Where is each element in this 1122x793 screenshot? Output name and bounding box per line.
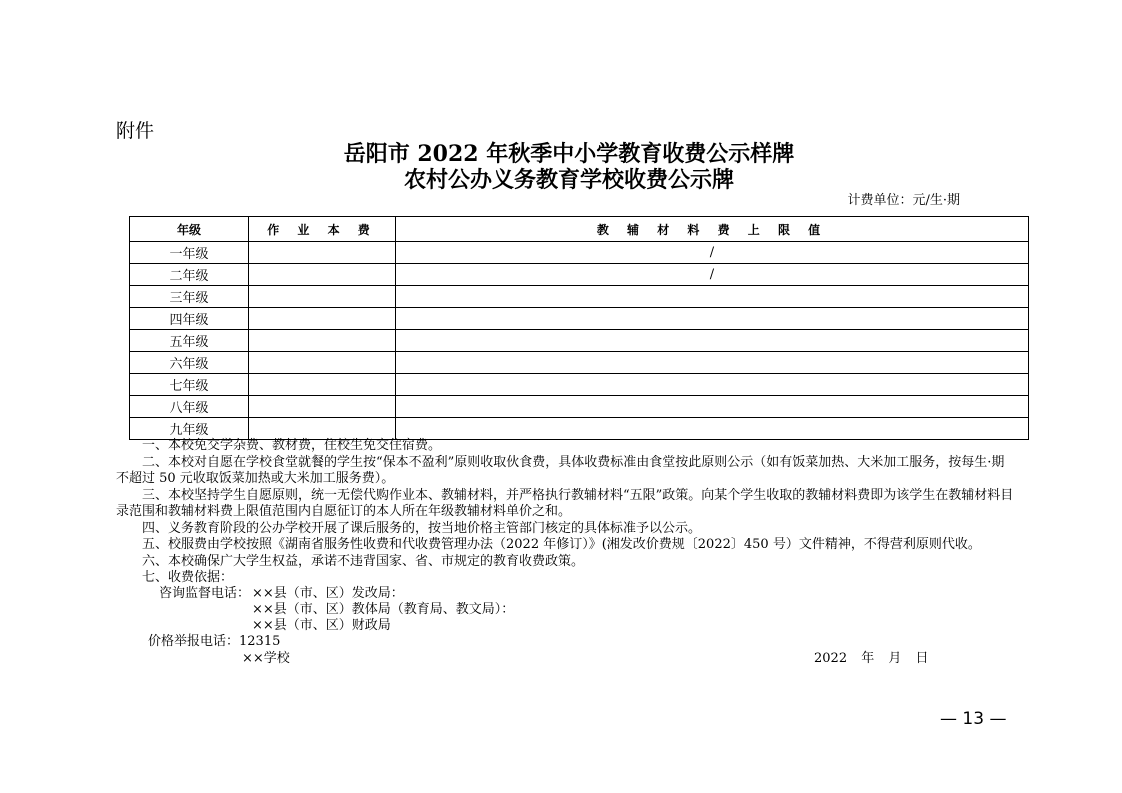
note-item: 六、本校确保广大学生权益，承诺不违背国家、省、市规定的教育收费政策。 bbox=[142, 553, 585, 569]
materials-fee-cell: / bbox=[396, 242, 1029, 264]
billing-unit: 计费单位：元/生·期 bbox=[847, 193, 960, 208]
grade-cell: 九年级 bbox=[130, 418, 249, 440]
fee-table bbox=[129, 216, 1029, 440]
materials-fee-cell bbox=[396, 418, 1029, 440]
note-item: 一、本校免交学杂费、教材费，住校生免交住宿费。 bbox=[142, 438, 442, 453]
materials-fee-cell bbox=[396, 330, 1029, 352]
grade-cell: 一年级 bbox=[130, 242, 249, 264]
materials-fee-cell bbox=[396, 286, 1029, 308]
homework-fee-cell bbox=[249, 330, 396, 352]
note-item: 五、校服费由学校按照《湖南省服务性收费和代收费管理办法（2022 年修订）》(湘发改价费规〔2022〕450 号）文件精神，不得营利原则代收。 bbox=[142, 537, 981, 552]
materials-fee-cell: / bbox=[396, 264, 1029, 286]
grade-cell: 二年级 bbox=[130, 264, 249, 286]
table-row bbox=[130, 242, 1029, 264]
contact-line-3: ××县（市、区）财政局 bbox=[252, 618, 391, 633]
table-row bbox=[130, 396, 1029, 418]
homework-fee-cell bbox=[249, 308, 396, 330]
homework-fee-cell bbox=[249, 352, 396, 374]
grade-cell: 四年级 bbox=[130, 308, 249, 330]
grade-cell: 三年级 bbox=[130, 286, 249, 308]
notes-section bbox=[116, 438, 1016, 587]
note-item: 三、本校坚持学生自愿原则，统一无偿代购作业本、教辅材料，并严格执行教辅材料“五限”政策。向某个学生收取的教辅材料费即为该学生在教辅材料目录范围和教辅材料费上限值范围内自愿征订的本人所在年级教辅材料单价之和。 bbox=[116, 487, 1014, 519]
contact-label: 咨询监督电话： bbox=[159, 586, 251, 601]
table-row bbox=[130, 264, 1029, 286]
school-name: ××学校 bbox=[242, 651, 290, 666]
header-materials-fee: 教 辅 材 料 费 上 限 值 bbox=[396, 217, 1029, 242]
homework-fee-cell bbox=[249, 242, 396, 264]
grade-cell: 八年级 bbox=[130, 396, 249, 418]
homework-fee-cell bbox=[249, 418, 396, 440]
table-row bbox=[130, 308, 1029, 330]
contact-line-1: ××县（市、区）发改局： bbox=[252, 586, 404, 601]
report-phone: 价格举报电话：12315 bbox=[148, 634, 281, 649]
grade-cell: 六年级 bbox=[130, 352, 249, 374]
homework-fee-cell bbox=[249, 396, 396, 418]
table-header-row bbox=[130, 217, 1029, 242]
table-row bbox=[130, 418, 1029, 440]
note-item: 七、收费依据： bbox=[142, 570, 234, 585]
page-number: — 13 — bbox=[940, 709, 1007, 729]
homework-fee-cell bbox=[249, 286, 396, 308]
table-row bbox=[130, 330, 1029, 352]
materials-fee-cell bbox=[396, 308, 1029, 330]
header-homework-fee: 作 业 本 费 bbox=[249, 217, 396, 242]
homework-fee-cell bbox=[249, 264, 396, 286]
date-line: 2022 年 月 日 bbox=[814, 651, 929, 666]
note-item: 二、本校对自愿在学校食堂就餐的学生按“保本不盈利”原则收取伙食费，具体收费标准由食堂按此原则公示（如有饭菜加热、大米加工服务，按每生·期不超过 50 元收取饭菜加热或大米加工服务费）。 bbox=[116, 454, 1005, 486]
materials-fee-cell bbox=[396, 352, 1029, 374]
table-row bbox=[130, 286, 1029, 308]
grade-cell: 七年级 bbox=[130, 374, 249, 396]
table-row bbox=[130, 352, 1029, 374]
materials-fee-cell bbox=[396, 374, 1029, 396]
note-item: 四、义务教育阶段的公办学校开展了课后服务的，按当地价格主管部门核定的具体标准予以公示。 bbox=[142, 520, 702, 536]
attachment-label: 附件 bbox=[116, 120, 155, 142]
header-grade: 年级 bbox=[130, 217, 249, 242]
contact-line-2: ××县（市、区）教体局（教育局、教文局）： bbox=[252, 602, 515, 617]
table-row bbox=[130, 374, 1029, 396]
grade-cell: 五年级 bbox=[130, 330, 249, 352]
document-subtitle: 农村公办义务教育学校收费公示牌 bbox=[403, 167, 734, 193]
document-title: 岳阳市 2022 年秋季中小学教育收费公示样牌 bbox=[343, 141, 795, 167]
materials-fee-cell bbox=[396, 396, 1029, 418]
homework-fee-cell bbox=[249, 374, 396, 396]
